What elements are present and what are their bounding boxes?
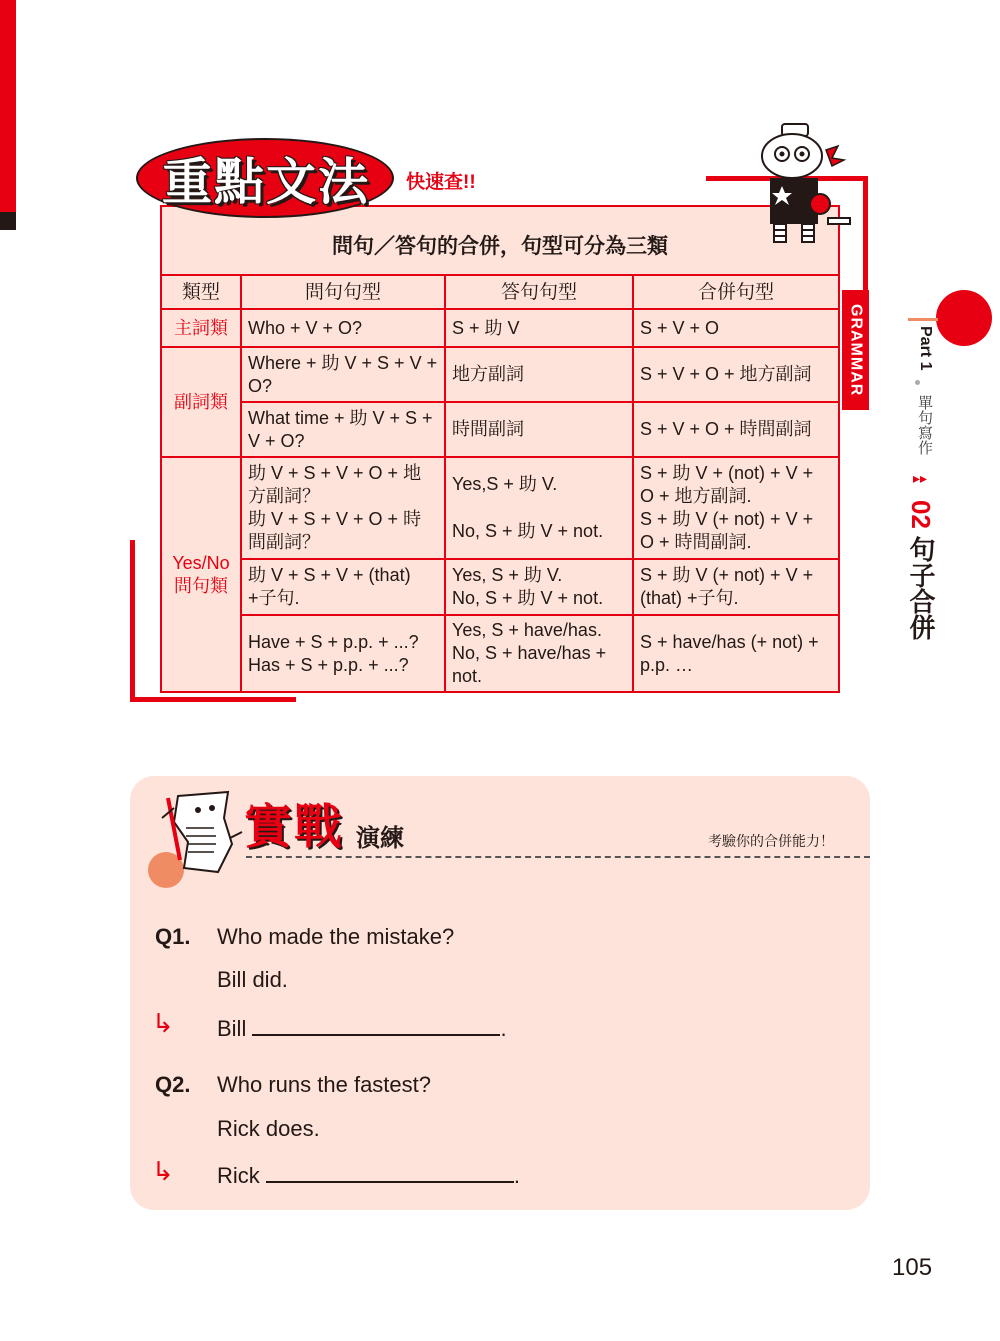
answer-prompt: Bill xyxy=(217,1016,247,1041)
nav-part-label: Part 1 xyxy=(917,326,934,371)
question-text: Who made the mistake? xyxy=(217,924,455,949)
cell-combined: S + V + O + 時間副詞 xyxy=(633,402,839,457)
table-row xyxy=(161,559,839,615)
table-caption: 問句／答句的合併，句型可分為三類 xyxy=(161,206,839,275)
answer-blank-input[interactable] xyxy=(252,1014,500,1036)
cell-answer-line: Yes,S + 助 V. xyxy=(452,474,558,494)
frame-line-left xyxy=(130,540,135,702)
cell-answer-line: Yes, S + 助 V. xyxy=(452,565,563,585)
type-subject: 主詞類 xyxy=(161,309,241,347)
page-number: 105 xyxy=(892,1254,933,1281)
cell-answer xyxy=(445,615,633,692)
type-adverb: 副詞類 xyxy=(161,347,241,457)
answer-prompt: Rick xyxy=(217,1163,260,1188)
cell-question-line: 助 V + S + V + O + 地方副詞？ xyxy=(248,463,422,506)
practice-tagline: 考驗你的合併能力！ xyxy=(708,833,834,849)
nav-chapter xyxy=(900,500,940,640)
answer-period: . xyxy=(513,1163,521,1188)
frame-line-bottom xyxy=(130,697,296,702)
answer-period: . xyxy=(500,1016,507,1041)
practice-subtitle: 演練 xyxy=(356,825,404,852)
col-header-type: 類型 xyxy=(161,275,241,309)
type-yesno xyxy=(161,457,241,692)
question-text: Who runs the fastest? xyxy=(217,1072,431,1097)
cell-answer-line: Yes, S + have/has. xyxy=(452,620,602,640)
frame-line-right xyxy=(863,176,868,290)
cell-combined: S + 助 V (+ not) + V + (that) +子句. xyxy=(633,559,839,615)
cell-combined: S + V + O xyxy=(633,309,839,347)
table-row xyxy=(161,347,839,402)
cell-combined: S + have/has (+ not) + p.p. … xyxy=(633,615,839,692)
nav-arrow-icon: ▸▸ xyxy=(912,470,928,486)
section-title: 重點文法 xyxy=(162,154,370,210)
answer-blank-input[interactable] xyxy=(266,1161,514,1183)
answer-text: Rick does. xyxy=(217,1116,320,1141)
nav-chapter-number: 02 xyxy=(906,500,936,529)
cell-answer: 時間副詞 xyxy=(445,402,633,457)
cell-answer-line: No, S + 助 V + not. xyxy=(452,521,604,541)
table-row xyxy=(161,309,839,347)
type-yesno-line1: Yes/No xyxy=(172,552,230,573)
col-header-answer: 答句句型 xyxy=(445,275,633,309)
answer-text: Bill did. xyxy=(217,967,288,992)
nav-circle-marker xyxy=(936,290,992,346)
cell-combined-line: S + 助 V (+ not) + V + O + 時間副詞. xyxy=(640,509,814,552)
cell-question: 助 V + S + V + (that) +子句. xyxy=(241,559,445,615)
grammar-table xyxy=(160,205,840,693)
nav-tick-line xyxy=(908,318,938,321)
edge-color-bar xyxy=(0,0,16,212)
nav-section-label: 單句寫作 xyxy=(916,395,933,455)
cell-answer xyxy=(445,457,633,559)
answer-arrow-icon: ↳ xyxy=(152,1008,174,1038)
nav-chapter-title: 句子合併 xyxy=(906,536,936,641)
cell-answer: 地方副詞 xyxy=(445,347,633,402)
cell-combined xyxy=(633,457,839,559)
col-header-question: 問句句型 xyxy=(241,275,445,309)
table-row xyxy=(161,615,839,692)
cell-question-line: Have + S + p.p. + ...? xyxy=(248,631,419,652)
cell-answer-line: No, S + 助 V + not. xyxy=(452,588,604,608)
cell-combined-line: S + 助 V + (not) + V + O + 地方副詞. xyxy=(640,463,814,506)
quick-label: 快速查!! xyxy=(406,172,476,193)
edge-black-bar xyxy=(0,212,16,230)
cell-question-line: 助 V + S + V + O + 時間副詞？ xyxy=(248,509,422,552)
nav-dot xyxy=(915,380,920,385)
paper-character-icon xyxy=(158,788,244,878)
table-row xyxy=(161,402,839,457)
type-yesno-line2: 問句類 xyxy=(174,575,228,596)
question-number: Q1. xyxy=(155,924,191,949)
col-header-combined: 合併句型 xyxy=(633,275,839,309)
cell-answer: S + 助 V xyxy=(445,309,633,347)
cell-combined: S + V + O + 地方副詞 xyxy=(633,347,839,402)
cell-question xyxy=(241,457,445,559)
answer-arrow-icon: ↳ xyxy=(152,1156,174,1186)
answer-line xyxy=(217,1161,520,1189)
robot-mascot-icon xyxy=(752,120,862,250)
answer-line xyxy=(217,1014,507,1042)
cell-question xyxy=(241,615,445,692)
cell-question: What time + 助 V + S + V + O? xyxy=(241,402,445,457)
cell-question: Who + V + O? xyxy=(241,309,445,347)
cell-answer-line: No, S + have/has + not. xyxy=(452,643,607,686)
dashed-divider xyxy=(246,856,870,858)
practice-title: 實戰 xyxy=(244,801,345,854)
table-header-row xyxy=(161,275,839,309)
cell-question-line: Has + S + p.p. + ...? xyxy=(248,654,409,675)
table-row xyxy=(161,457,839,559)
question-number: Q2. xyxy=(155,1072,191,1097)
cell-question: Where + 助 V + S + V + O? xyxy=(241,347,445,402)
grammar-side-tab-label: GRAMMAR xyxy=(847,303,865,397)
cell-answer xyxy=(445,559,633,615)
